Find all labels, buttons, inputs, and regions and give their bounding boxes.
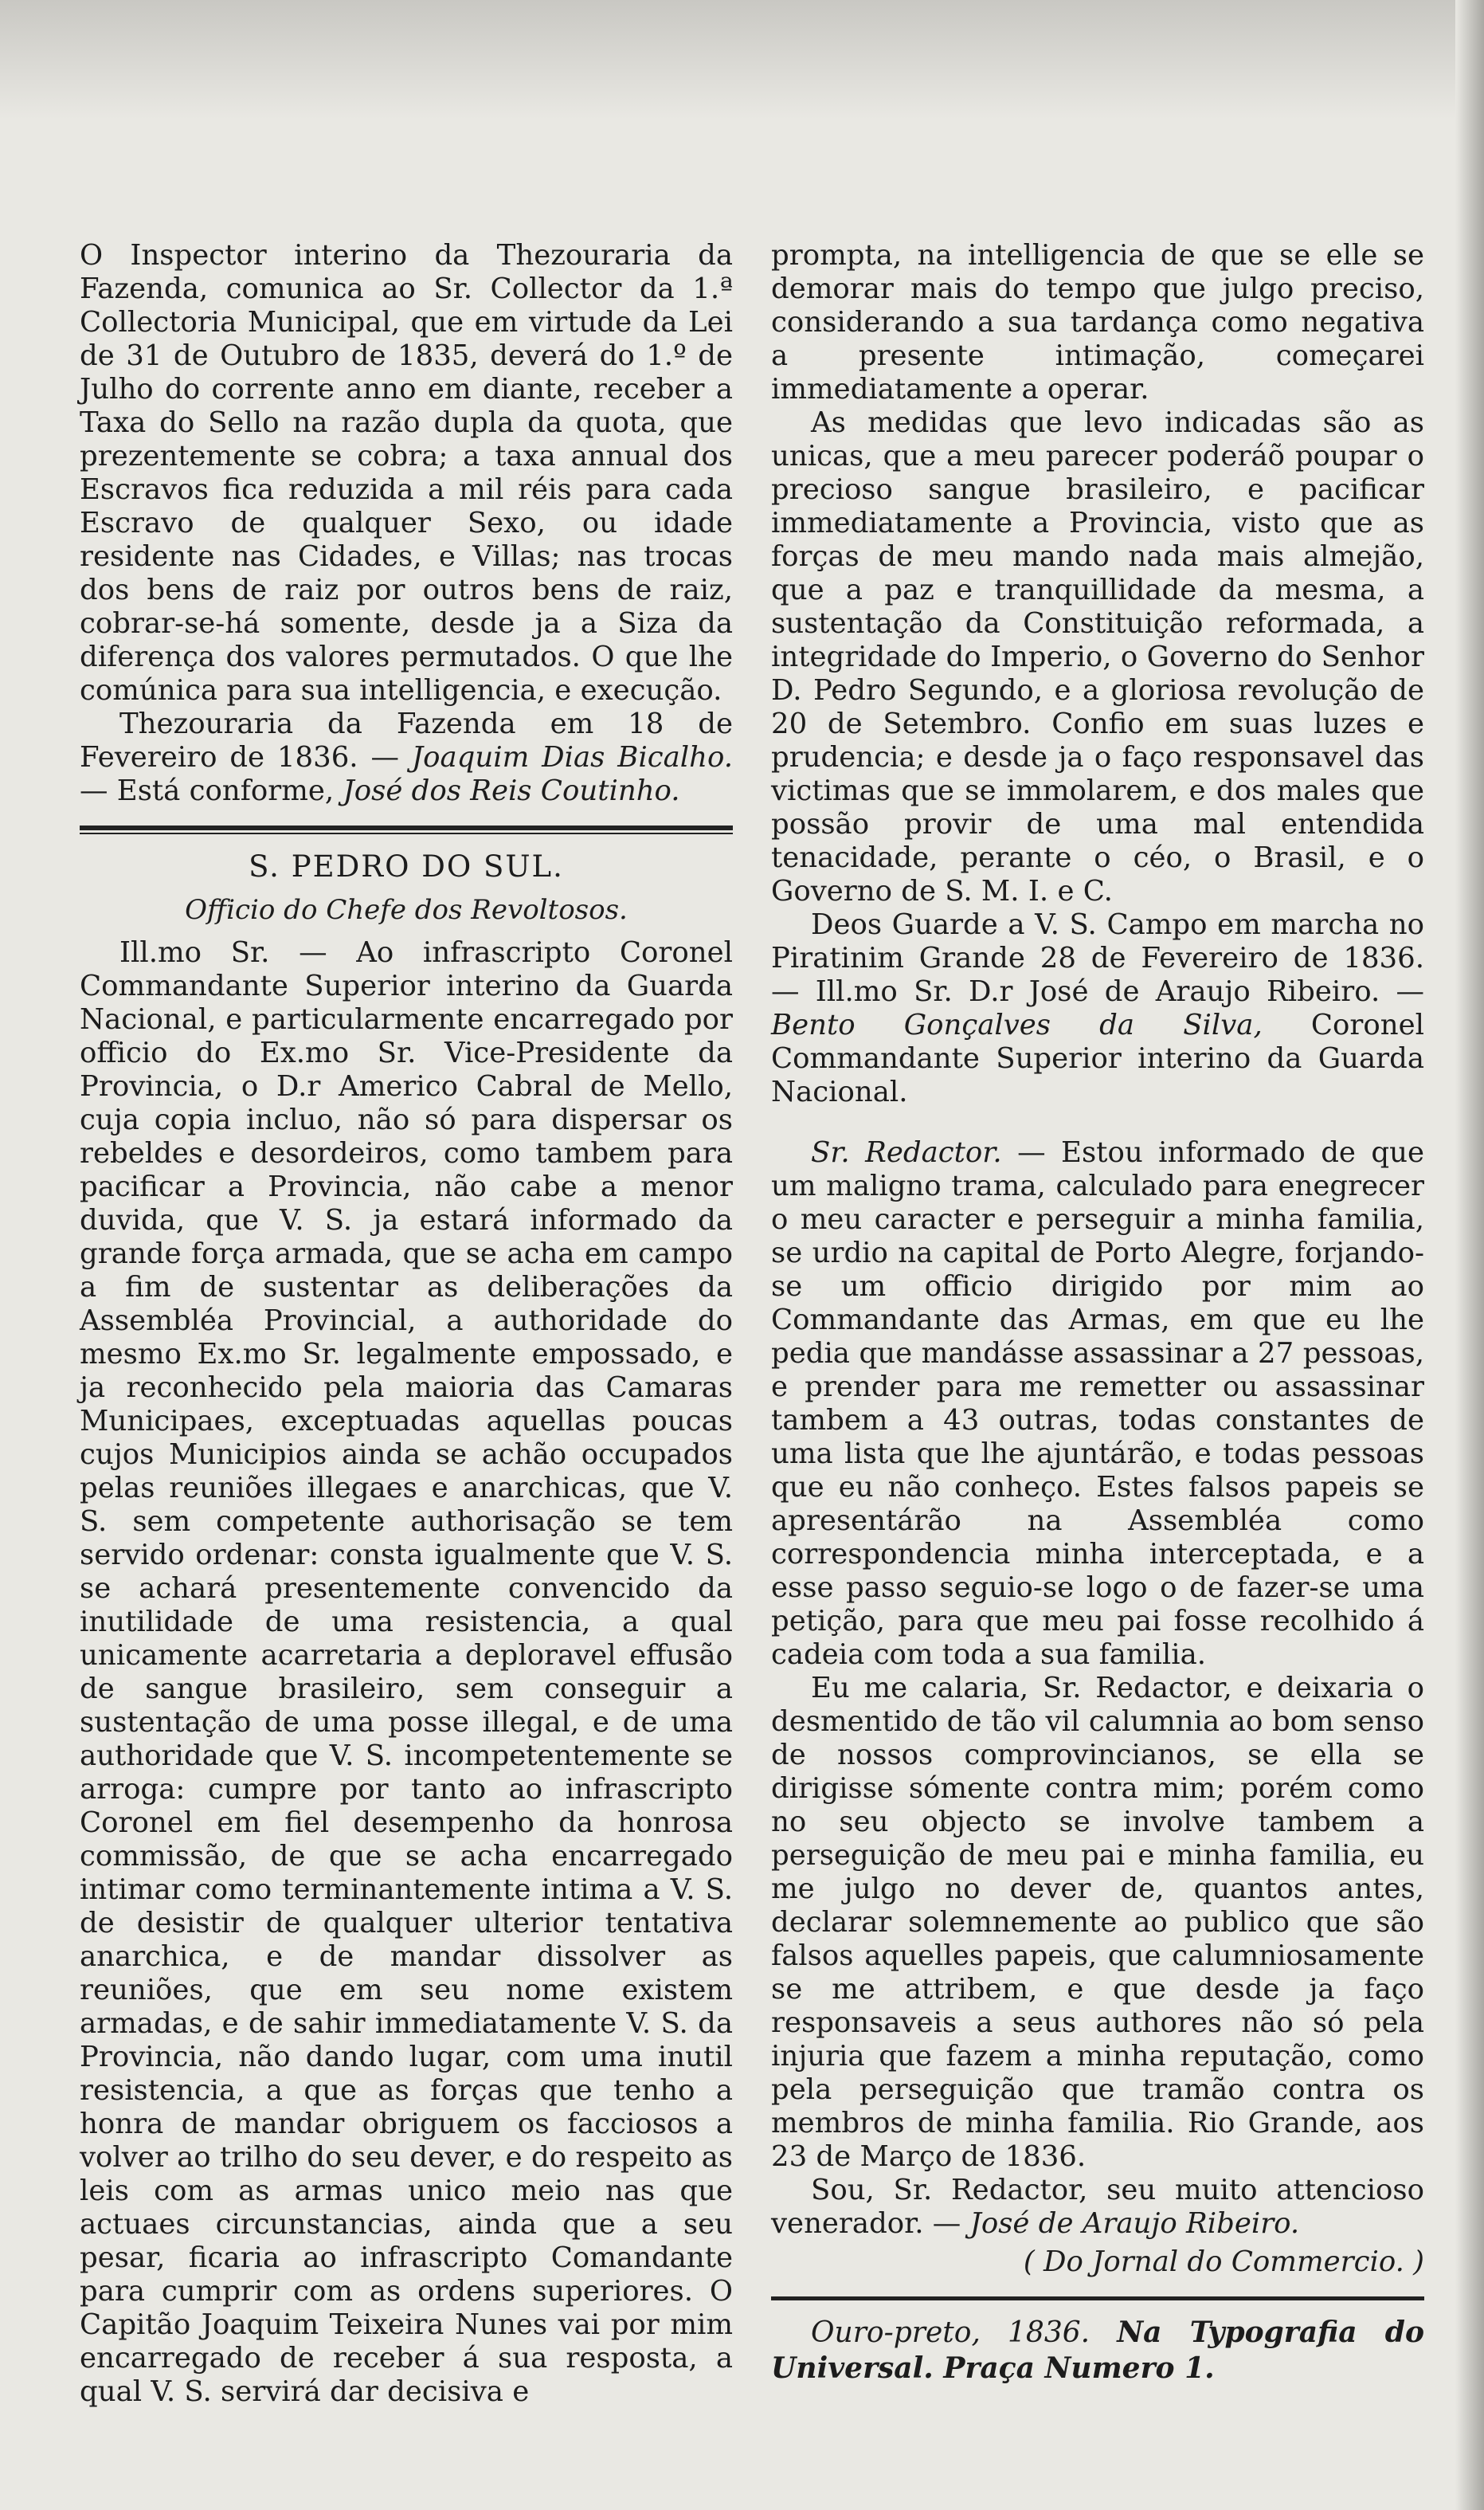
- right-column: [771, 239, 1424, 2386]
- notice-dateline: Thezouraria da Fazenda em 18 de Fevereiro de 1836. — Joaquim Dias Bicalho. — Está conforme, José dos Reis Coutinho.: [80, 708, 733, 807]
- letter-closing: Deos Guarde a V. S. Campo em marcha no Piratinim Grande 28 de Fevereiro de 1836. — Ill.mo Sr. D.r José de Araujo Ribeiro. — Bento Gonçalves da Silva, Coronel Commandante Superior interino da Guarda Nacional.: [771, 908, 1424, 1108]
- imprint: Ouro-preto, 1836. Na Typografia do Universal. Praça Numero 1.: [771, 2316, 1424, 2385]
- imprint-divider: [771, 2296, 1424, 2300]
- left-column: [80, 239, 733, 2409]
- treasury-notice: O Inspector interino da Thezouraria da Fazenda, comunica ao Sr. Collector da 1.ª Collectoria Municipal, que em virtude da Lei de 31 de Outubro de 1835, deverá do 1.º de Julho do corrente anno em diante, receber a Taxa do Sello na razão dupla da quota, que prezentemente se cobra; a taxa annual dos Escravos fica reduzida a mil réis para cada Escravo de qualquer Sexo, ou idade residente nas Cidades, e Villas; nas trocas dos bens de raiz por outros bens de raiz, cobrar-se-há somente, desde ja a Siza da diferença dos valores permutados. O que lhe comúnica para sua intelligencia, e execução.: [80, 239, 733, 707]
- page-edge-shadow: [1455, 0, 1484, 2510]
- reply-closing: Sou, Sr. Redactor, seu muito attencioso venerador. — José de Araujo Ribeiro.: [771, 2174, 1424, 2240]
- source-credit: ( Do Jornal do Commercio. ): [1023, 2245, 1424, 2278]
- reply-salutation: Sr. Redactor.: [811, 1136, 1002, 1169]
- notice-signer: Joaquim Dias Bicalho.: [411, 741, 733, 774]
- reply-paragraph-1: Sr. Redactor. — Estou informado de que um maligno trama, calculado para enegrecer o meu caracter e perseguir a minha familia, se urdio na capital de Porto Alegre, forjando-se um officio dirigido por mim ao Commandante das Armas, em que eu lhe pedia que mandásse assassinar a 27 pessoas, e prender para me remetter ou assassinar tambem a 43 outras, todas constantes de uma lista que lhe ajuntárão, e todas pessoas que eu não conheço. Estes falsos papeis se apresentárão na Assembléa como correspondencia minha interceptada, e a esse passo seguio-se logo o de fazer-se uma petição, para que meu pai fosse recolhido á cadeia com toda a sua familia.: [771, 1136, 1424, 1671]
- letter-signer-title: Coronel Commandante Superior interino da Guarda Nacional.: [771, 1009, 1424, 1108]
- spacer: [771, 1109, 1424, 1136]
- letter-body: Ill.mo Sr. — Ao infrascripto Coronel Commandante Superior interino da Guarda Nacional, e particularmente encarregado por officio do Ex.mo Sr. Vice-Presidente da Provincia, o D.r Americo Cabral de Mello, cuja copia incluo, não só para dispersar os rebeldes e desordeiros, como tambem para pacificar a Provincia, não cabe a menor duvida, que V. S. ja estará informado da grande força armada, que se acha em campo a fim de sustentar as deliberações da Assembléa Provincial, a authoridade do mesmo Ex.mo Sr. legalmente empossado, e ja reconhecido pela maioria das Camaras Municipaes, exceptuadas aquellas poucas cujos Municipios ainda se achão occupados pelas reuniões illegaes e anarchicas, que V. S. sem competente authorisação se tem servido ordenar: consta igualmente que V. S. se achará presentemente convencido da inutilidade de uma resistencia, a qual unicamente acarretaria a deploravel effusão de sangue brasileiro, sem conseguir a sustentação de uma posse illegal, e de uma authoridade que V. S. incompetentemente se arroga: cumpre por tanto ao infrascripto Coronel em fiel desempenho da honrosa commissão, de que se acha encarregado intimar como terminantemente intima a V. S. de desistir de qualquer ulterior tentativa anarchica, e de mandar dissolver as reuniões, que em seu nome existem armadas, e de sahir immediatamente V. S. da Provincia, não dando lugar, com uma inutil resistencia, a que as forças que tenho a honra de mandar obriguem os facciosos a volver ao trilho do seu dever, e do respeito as leis com as armas unico meio nas que actuaes circunstancias, ainda que a seu pesar, ficaria ao infrascripto Comandante para cumprir com as ordens superiores. O Capitão Joaquim Teixeira Nunes vai por mim encarregado de receber á sua resposta, a qual V. S. servirá dar decisiva e: [80, 936, 733, 2408]
- reply-paragraph-2: Eu me calaria, Sr. Redactor, e deixaria o desmentido de tão vil calumnia ao bom senso de nossos comprovincianos, se ella se dirigisse sómente contra mim; porém como no seu objecto se involve tambem a perseguição de meu pai e minha familia, eu me julgo no dever de, quantos antes, declarar solemnemente ao publico que são falsos aquelles papeis, que calumniosamente se me attribem, e que desde ja faço responsaveis a seus authores não só pela injuria que fazem a minha reputação, como pela perseguição que tramão contra os membros de minha familia. Rio Grande, aos 23 de Março de 1836.: [771, 1672, 1424, 2173]
- letter-paragraph-2: As medidas que levo indicadas são as unicas, que a meu parecer poderáõ poupar o precioso sangue brasileiro, e pacificar immediatamente a Provincia, visto que as forças de meu mando nada mais almejão, que a paz e tranquillidade da mesma, a sustentação da Constituição reformada, a integridade do Imperio, o Governo do Senhor D. Pedro Segundo, e a gloriosa revolução de 20 de Setembro. Confio em suas luzes e prudencia; e desde ja o faço responsavel das victimas que se immolarem, e dos males que possão provir de uma mal entendida tenacidade, perante o céo, o Brasil, e o Governo de S. M. I. e C.: [771, 406, 1424, 908]
- letter-continuation: prompta, na intelligencia de que se elle se demorar mais do tempo que julgo preciso, considerando a sua tardança como negativa a presente intimação, começarei immediatamente a operar.: [771, 239, 1424, 406]
- notice-conforme-name: José dos Reis Coutinho.: [343, 775, 680, 807]
- letter-signer: Bento Gonçalves da Silva,: [771, 1009, 1263, 1041]
- section-divider: [80, 826, 733, 834]
- section-title: S. PEDRO DO SUL.: [249, 849, 564, 884]
- section-subtitle: Officio do Chefe dos Revoltosos.: [185, 894, 628, 926]
- reply-signer: José de Araujo Ribeiro.: [969, 2207, 1300, 2240]
